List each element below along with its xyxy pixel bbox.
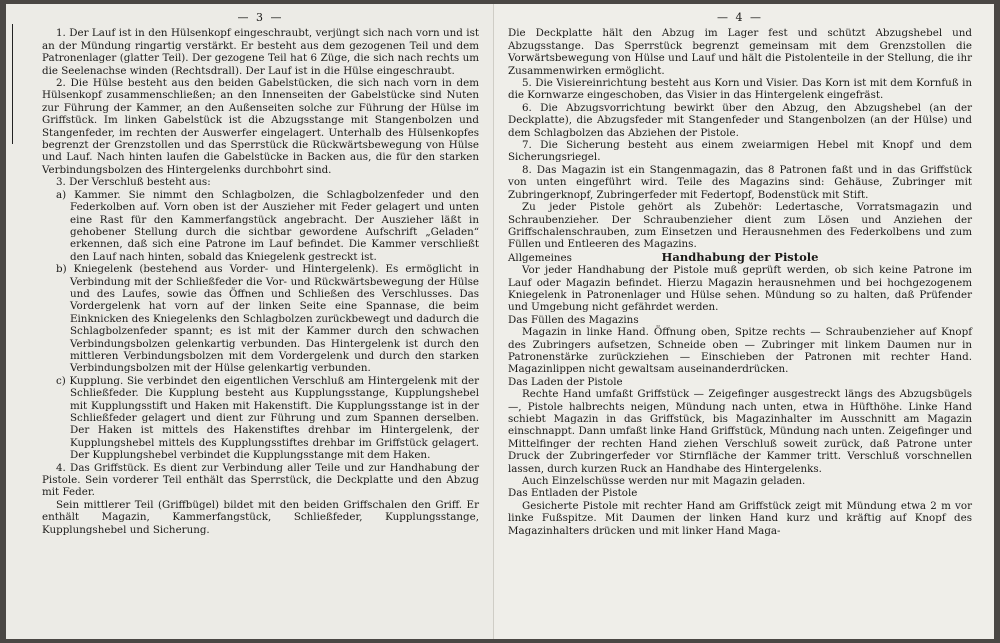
subheading-fuellen: Das Füllen des Magazins	[508, 313, 639, 326]
paragraph-abzug: 6. Die Abzugsvorrichtung bewirkt über den Abzug, den Abzugshebel (an der Deckplatte), die Abzugsfeder mit Stangenfeder und Stangenbolzen (an der Hülse) und dem Schlagbolzen das Abziehen der Pistole.	[508, 101, 972, 139]
paragraph-laden: Rechte Hand umfaßt Griffstück — Zeigefinger ausgestreckt längs des Abzugsbügels —, Pistole halbrechts neigen, Mündung nach unten, etwa in Hüfthöhe. Linke Hand schiebt Magazin in das Griffstück, bis Magazinhalter im Ausschnitt am Magazin einschnappt. Dann umfaßt linke Hand Griffstück, Mündung nach unten. Zeigefinger und Mittelfinger der rechten Hand ziehen Verschluß soweit zurück, daß Patrone unter Druck der Zubringerfeder vor Stirnfläche der Kammer tritt. Verschluß vorschnellen lassen, durch kurzen Ruck an Handhabe des Hintergelenks.	[508, 388, 972, 475]
paragraph-lauf: 1. Der Lauf ist in den Hülsenkopf eingeschraubt, verjüngt sich nach vorn und ist an der Mündung ringartig verstärkt. Er besteht aus dem gezogenen Teil und dem Patronenlager (glatter Teil). Der gezogene Teil hat 6 Züge, die sich nach rechts um die Seelenachse winden (Rechtsdrall). Der Lauf ist in die Hülse eingeschraubt.	[42, 27, 479, 77]
page-fold-mark	[12, 24, 13, 144]
paragraph-zubehoer: Zu jeder Pistole gehört als Zubehör: Ledertasche, Vorratsmagazin und Schraubenzieher. Der Schraubenzieher dient zum Lösen und Anziehen der Griffschalenschrauben, zum Einsetzen und Herausnehmen des Federkolbens und zum Füllen und Entleeren des Magazins.	[508, 201, 972, 251]
paragraph-pruefen: Vor jeder Handhabung der Pistole muß geprüft werden, ob sich keine Patrone im Lauf oder Magazin befindet. Hierzu Magazin herausnehmen und bei hochgezogenem Kniegelenk in Patronenlager und Hülse sehen. Mündung so zu halten, daß Prüfender und Umgebung nicht gefährdet werden.	[508, 264, 972, 314]
paragraph-einzelschuesse: Auch Einzelschüsse werden nur mit Magazin geladen.	[522, 475, 806, 488]
subheading-laden: Das Laden der Pistole	[508, 375, 623, 388]
paragraph-griffstueck: 4. Das Griffstück. Es dient zur Verbindung aller Teile und zur Handhabung der Pistole. Sein vorderer Teil enthält das Sperrstück, die Deckplatte und den Abzug mit Feder.	[42, 461, 479, 499]
paragraph-huelse: 2. Die Hülse besteht aus den beiden Gabelstücken, die sich nach vorn in dem Hülsenkopf zusammenschließen; an den Innenseiten der Gabelstücke sind Nuten zur Führung der Kammer, an den Außenseiten solche zur Führung der Hülse im Griffstück. Im linken Gabelstück ist die Abzugsstange mit Stangenbolzen und Stangenfeder, im rechten der Auswerfer eingelagert. Unterhalb des Hülsenkopfes begrenzt der Grenzstollen und das Sperrstück die Rückwärtsbewegung von Hülse und Lauf. Nach hinten laufen die Gabelstücke in Backen aus, die für den starken Verbindungsbolzen des Hintergelenks durchbohrt sind.	[42, 77, 479, 176]
paragraph-deckplatte: Die Deckplatte hält den Abzug im Lager fest und schützt Abzugshebel und Abzugsstange. Das Sperrstück begrenzt gemeinsam mit dem Grenzstollen die Vorwärtsbewegung von Hülse und Lauf und hält die Pistolenteile in der Stellung, die ihr Zusammenwirken ermöglicht.	[508, 27, 972, 77]
page-number: — 3 —	[237, 11, 284, 24]
paragraph-magazin: 8. Das Magazin ist ein Stangenmagazin, das 8 Patronen faßt und in das Griffstück von unten eingeführt wird. Teile des Magazins sind: Gehäuse, Zubringer mit Zubringerknopf, Zubringerfeder mit Federtopf, Bodenstück mit Stift.	[508, 163, 972, 201]
section-heading: Handhabung der Pistole	[661, 249, 819, 264]
paragraph-kammer: a) Kammer. Sie nimmt den Schlagbolzen, die Schlagbolzenfeder und den Federkolben auf. Vorn oben ist der Auszieher mit Feder gelagert und unten eine Rast für den Kammerfangstück angebracht. Der Auszieher läßt in gehobener Stellung durch die sichtbar gewordene Aufschrift „Geladen“ erkennen, daß sich eine Patrone im Lauf befindet. Die Kammer verschließt den Lauf nach hinten, sobald das Kniegelenk gestreckt ist.	[56, 188, 479, 263]
paragraph-griffbuegel: Sein mittlerer Teil (Griffbügel) bildet mit den beiden Griffschalen den Griff. Er enthält Magazin, Kammerfangstück, Schließfeder, Kupplungsstange, Kupplungshebel und Sicherung.	[42, 498, 479, 536]
paragraph-kupplung: c) Kupplung. Sie verbindet den eigentlichen Verschluß am Hintergelenk mit der Schließfeder. Die Kupplung besteht aus Kupplungsstange, Kupplungshebel mit Kupplungsstift und Haken mit Hakenstift. Die Kupplungsstange ist in der Schließfeder gelagert und dient zur Führung und zum Spannen derselben. Der Haken ist mittels des Hakenstiftes drehbar im Hintergelenk, der Kupplungshebel mittels des Kupplungsstiftes drehbar im Griffstück gelagert. Der Kupplungshebel verbindet die Kupplungsstange mit dem Haken.	[56, 374, 479, 462]
paragraph-sicherung: 7. Die Sicherung besteht aus einem zweiarmigen Hebel mit Knopf und dem Sicherungsriegel.	[508, 139, 972, 164]
paragraph-kniegelenk: b) Kniegelenk (bestehend aus Vorder- und Hintergelenk). Es ermöglicht in Verbindung mit der Schließfeder die Vor- und Rückwärtsbewegung der Hülse und des Laufes, sowie das Öffnen und Schließen des Verschlusses. Das Vordergelenk hat vorn auf der linken Seite eine Spannase, die beim Einknicken des Kniegelenks den Schlagbolzen zurückbewegt und dadurch die Schlagbolzenfeder spannt; es ist mit der Kammer durch den schwachen Verbindungsbolzen gelenkartig verbunden. Das Hintergelenk ist durch den mittleren Verbindungsbolzen mit dem Vordergelenk und durch den starken Verbindungsbolzen mit der Hülse gelenkartig verbunden.	[56, 263, 479, 375]
page-number: — 4 —	[717, 11, 763, 24]
page-right	[494, 4, 994, 639]
paragraph-visier: 5. Die Visiereinrichtung besteht aus Korn und Visier. Das Korn ist mit dem Kornfuß in die Kornwarze eingeschoben, das Visier in das Hintergelenk eingefräst.	[508, 77, 972, 102]
page-left	[6, 4, 494, 639]
section-heading-row	[508, 251, 972, 264]
paragraph-entladen: Gesicherte Pistole mit rechter Hand am Griffstück zeigt mit Mündung etwa 2 m vor linke Fußspitze. Mit Daumen der linken Hand kurz und kräftig auf Knopf des Magazinhalters drücken und mit linker Hand Maga-	[508, 499, 972, 537]
paragraph-verschluss: 3. Der Verschluß besteht aus:	[56, 176, 211, 189]
book-spread	[6, 4, 994, 639]
subheading-entladen: Das Entladen der Pistole	[508, 487, 638, 500]
paragraph-fuellen: Magazin in linke Hand. Öffnung oben, Spitze rechts — Schraubenzieher auf Knopf des Zubringers aufsetzen, Schneide oben — Zubringer mit linkem Daumen nur in Patronenstärke zurückziehen — Einschieben der Patronen mit rechter Hand. Magazinlippen nicht gewaltsam auseinanderdrücken.	[508, 326, 972, 376]
label-allgemeines: Allgemeines	[508, 251, 572, 264]
